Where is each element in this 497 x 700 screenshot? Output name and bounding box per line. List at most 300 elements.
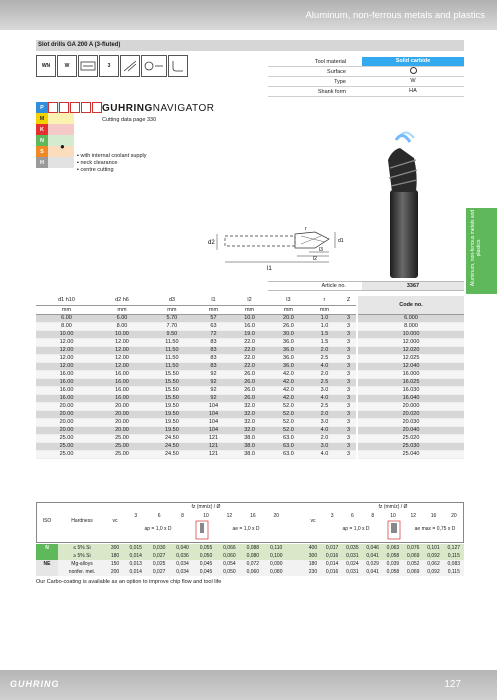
table-cell: 83 — [197, 362, 230, 370]
code-cell: 12.000 — [357, 338, 464, 346]
table-cell: 12.00 — [97, 346, 147, 354]
table-cell: 3 — [341, 450, 357, 458]
table-cell: 121 — [197, 450, 230, 458]
vc-cell: 300 — [110, 545, 120, 551]
property-row — [268, 87, 464, 97]
code-cell: 10.000 — [357, 330, 464, 338]
fz-cell: 0,034 — [176, 569, 189, 575]
table-cell: 1.5 — [308, 330, 341, 338]
table-cell: 15.50 — [147, 386, 197, 394]
page-number: 127 — [444, 679, 461, 690]
diameter-header: 16 — [430, 513, 437, 519]
fz-label-left: fz (mm/z) / Ø — [191, 504, 221, 510]
table-cell: 121 — [197, 434, 230, 442]
fz-cell: 0,083 — [447, 561, 461, 567]
table-row — [36, 346, 464, 354]
table-cell: 92 — [197, 370, 230, 378]
table-cell: 36.0 — [269, 354, 308, 362]
table-cell: 19.50 — [147, 418, 197, 426]
table-cell: 104 — [197, 426, 230, 434]
table-cell: 3 — [341, 354, 357, 362]
iso-group-p: P — [36, 102, 48, 113]
code-cell: 12.025 — [357, 354, 464, 362]
col-hardness: Hardness — [71, 518, 93, 524]
table-cell: 4.0 — [308, 394, 341, 402]
table-cell: 57 — [197, 314, 230, 322]
shank-type-icon: W — [57, 55, 77, 77]
fz-label-right: fz (mm/z) / Ø — [378, 504, 408, 510]
ap-diagram-icon — [194, 520, 210, 540]
table-cell: 22.0 — [230, 362, 269, 370]
iso-group-m: M — [36, 113, 48, 124]
fz-cell: 0,016 — [325, 553, 339, 559]
table-cell: 36.0 — [269, 362, 308, 370]
product-title-bar — [36, 40, 464, 51]
table-cell: 32.0 — [230, 402, 269, 410]
table-cell: 3.0 — [308, 442, 341, 450]
fz-cell: 0,030 — [152, 545, 166, 551]
table-cell: 12.00 — [36, 354, 97, 362]
product-photo — [370, 120, 440, 280]
fz-cell: 0,072 — [246, 561, 260, 567]
corner-radius-icon — [168, 55, 188, 77]
table-cell: 6.00 — [36, 314, 97, 322]
table-row — [36, 330, 464, 338]
ap-left: ap = 1,0 x D — [144, 526, 172, 532]
table-cell: 2.0 — [308, 370, 341, 378]
col-d2: d2 h6 — [97, 296, 147, 305]
table-row — [36, 386, 464, 394]
table-cell: 63.0 — [269, 442, 308, 450]
fz-cell: 0,090 — [269, 561, 283, 567]
fz-cell: 0,127 — [447, 545, 461, 551]
table-cell: 3.0 — [308, 386, 341, 394]
cutting-row — [36, 552, 464, 560]
fz-cell: 0,100 — [269, 553, 283, 559]
table-cell: 3 — [341, 330, 357, 338]
fz-cell: 0,052 — [406, 561, 420, 567]
dimensions-table — [36, 296, 464, 459]
fz-cell: 0,046 — [366, 545, 379, 551]
table-cell: 5.70 — [147, 314, 197, 322]
table-cell: 20.00 — [97, 402, 147, 410]
property-row — [268, 57, 464, 67]
fz-cell: 0,041 — [366, 553, 379, 559]
table-cell: 104 — [197, 402, 230, 410]
table-cell: 32.0 — [230, 426, 269, 434]
flute-count-icon: 3 — [99, 55, 119, 77]
table-row — [36, 378, 464, 386]
table-cell: 3 — [341, 314, 357, 322]
fz-cell: 0,050 — [199, 553, 213, 559]
table-row — [36, 362, 464, 370]
table-cell: 3 — [341, 394, 357, 402]
unit-cell: mm — [147, 305, 197, 314]
col-iso: ISO — [42, 518, 52, 524]
ramping-icon — [70, 102, 80, 113]
col-l2: l2 — [230, 296, 269, 305]
table-cell: 63.0 — [269, 450, 308, 458]
table-cell: 22.0 — [230, 338, 269, 346]
table-cell: 16.00 — [36, 378, 97, 386]
table-cell: 16.00 — [36, 386, 97, 394]
table-cell: 11.50 — [147, 362, 197, 370]
table-cell: 42.0 — [269, 378, 308, 386]
diameter-header: 6 — [157, 513, 161, 519]
unit-cell: mm — [197, 305, 230, 314]
table-cell: 52.0 — [269, 410, 308, 418]
fz-cell: 0,036 — [176, 553, 189, 559]
vc-cell: 180 — [110, 553, 120, 559]
iso-group-s: S — [36, 146, 48, 157]
iso-strip-k — [48, 124, 74, 135]
guhring-logo: GUHRING — [10, 679, 60, 689]
label-r: r — [305, 226, 307, 232]
table-cell: 52.0 — [269, 402, 308, 410]
fz-cell: 0,080 — [269, 569, 283, 575]
din-standard-icon: WN — [36, 55, 56, 77]
iso-material-groups — [36, 102, 48, 168]
vc-cell: 200 — [110, 569, 120, 575]
hardness-cell: ≥ 5% Si — [73, 553, 91, 559]
table-row — [36, 354, 464, 362]
table-cell: 2.5 — [308, 354, 341, 362]
table-cell: 4.0 — [308, 362, 341, 370]
table-cell: 25.00 — [97, 442, 147, 450]
spacer — [288, 568, 304, 576]
vc-cell: 180 — [308, 561, 318, 567]
table-cell: 4.0 — [308, 426, 341, 434]
table-cell: 12.00 — [36, 346, 97, 354]
property-label: Surface — [327, 68, 346, 75]
fz-cell: 0,050 — [223, 569, 236, 575]
fz-cell: 0,069 — [406, 569, 420, 575]
fz-cell: 0,115 — [447, 569, 460, 575]
application-icons — [48, 102, 102, 113]
table-cell: 22.0 — [230, 346, 269, 354]
code-cell: 6.000 — [357, 314, 464, 322]
iso-group-h: H — [36, 157, 48, 168]
navigator-brand: GUHRING — [102, 103, 153, 114]
navigator-logo — [102, 103, 214, 114]
diameter-header: 12 — [226, 513, 233, 519]
code-cell: 12.020 — [357, 346, 464, 354]
table-cell: 36.0 — [269, 346, 308, 354]
table-cell: 3 — [341, 426, 357, 434]
table-cell: 3 — [341, 362, 357, 370]
diameter-header: 10 — [390, 513, 396, 519]
table-row — [36, 338, 464, 346]
unit-cell: mm — [230, 305, 269, 314]
table-cell: 52.0 — [269, 426, 308, 434]
spacer — [288, 544, 304, 552]
fz-cell: 0,058 — [386, 569, 400, 575]
table-cell: 83 — [197, 354, 230, 362]
col-vc-left: vc — [112, 518, 118, 524]
fz-cell: 0,016 — [325, 569, 339, 575]
spacer — [288, 552, 304, 560]
navigator-name: NAVIGATOR — [152, 103, 215, 114]
fz-cell: 0,060 — [223, 553, 236, 559]
helix-angle-icon — [120, 55, 140, 77]
code-cell: 25.020 — [357, 434, 464, 442]
fz-cell: 0,025 — [152, 561, 166, 567]
table-cell: 20.00 — [97, 426, 147, 434]
table-cell: 3 — [341, 386, 357, 394]
table-cell: 3 — [341, 410, 357, 418]
table-cell: 2.5 — [308, 402, 341, 410]
table-cell: 16.00 — [97, 386, 147, 394]
feature-item: ▪ centre cutting — [77, 167, 147, 174]
table-cell: 32.0 — [230, 410, 269, 418]
diameter-header: 20 — [451, 513, 457, 519]
table-cell: 16.0 — [230, 322, 269, 330]
table-cell: 25.00 — [97, 450, 147, 458]
table-cell: 15.50 — [147, 378, 197, 386]
fz-cell: 0,062 — [427, 561, 440, 567]
fz-cell: 0,080 — [246, 553, 260, 559]
col-z: Z — [341, 296, 357, 305]
iso-cell: NE — [36, 560, 58, 568]
fz-cell: 0,058 — [386, 553, 400, 559]
article-label: Article no. — [321, 283, 346, 289]
table-cell: 3 — [341, 402, 357, 410]
cutting-data-reference: Cutting data page 330 — [102, 117, 157, 123]
property-row — [268, 67, 464, 77]
table-cell: 3 — [341, 346, 357, 354]
table-cell: 19.50 — [147, 410, 197, 418]
col-l3: l3 — [269, 296, 308, 305]
table-row — [36, 394, 464, 402]
ae-left: ae = 1,0 x D — [232, 526, 260, 532]
table-cell: 8.00 — [36, 322, 97, 330]
table-cell: 3 — [341, 378, 357, 386]
table-cell: 20.0 — [269, 314, 308, 322]
vc-cell: 230 — [308, 569, 318, 575]
spacer — [288, 560, 304, 568]
table-cell: 92 — [197, 386, 230, 394]
fz-cell: 0,027 — [152, 553, 166, 559]
property-value: Solid carbide — [362, 57, 464, 66]
label-l3: l3 — [319, 247, 323, 253]
fz-cell: 0,024 — [346, 561, 359, 567]
table-cell: 72 — [197, 330, 230, 338]
table-cell: 7.70 — [147, 322, 197, 330]
fz-cell: 0,014 — [325, 561, 339, 567]
table-cell: 6.00 — [97, 314, 147, 322]
table-cell: 42.0 — [269, 386, 308, 394]
fz-cell: 0,027 — [152, 569, 166, 575]
fz-cell: 0,092 — [427, 553, 440, 559]
code-cell: 16.025 — [357, 378, 464, 386]
property-value: W — [410, 78, 416, 84]
fz-cell: 0,031 — [346, 553, 359, 559]
table-cell: 1.0 — [308, 314, 341, 322]
col-d1: d1 h10 — [36, 296, 97, 305]
fz-cell: 0,115 — [447, 553, 460, 559]
col-d3: d3 — [147, 296, 197, 305]
table-cell: 15.50 — [147, 394, 197, 402]
diameter-header: 8 — [371, 513, 375, 519]
property-label: Tool material — [314, 58, 346, 65]
table-cell: 16.00 — [36, 394, 97, 402]
feature-item: ▪ with internal coolant supply — [77, 153, 147, 160]
table-cell: 10.0 — [230, 314, 269, 322]
iso-cell: N — [36, 544, 58, 552]
diameter-header: 12 — [410, 513, 417, 519]
table-cell: 20.00 — [97, 418, 147, 426]
table-cell: 3 — [341, 418, 357, 426]
property-label: Type — [334, 78, 346, 85]
property-value — [362, 67, 464, 76]
table-cell: 38.0 — [230, 450, 269, 458]
fz-cell: 0,013 — [129, 561, 142, 567]
code-cell: 8.000 — [357, 322, 464, 330]
table-cell: 3 — [341, 322, 357, 330]
label-d1: d1 — [338, 238, 344, 244]
iso-group-k: K — [36, 124, 48, 135]
code-cell: 20.000 — [357, 402, 464, 410]
table-row — [36, 426, 464, 434]
table-cell: 26.0 — [230, 370, 269, 378]
footer-band — [0, 670, 497, 700]
fz-cell: 0,029 — [366, 561, 379, 567]
fz-cell: 0,101 — [427, 545, 440, 551]
iso-group-n: N — [36, 135, 48, 146]
table-cell: 83 — [197, 338, 230, 346]
fz-cell: 0,045 — [199, 569, 213, 575]
fz-cell: 0,060 — [246, 569, 260, 575]
fz-cell: 0,039 — [386, 561, 400, 567]
table-cell: 12.00 — [97, 338, 147, 346]
cutting-row — [36, 560, 464, 568]
table-cell: 20.00 — [36, 402, 97, 410]
dims-header-row — [36, 296, 464, 305]
code-cell: 16.000 — [357, 370, 464, 378]
hardness-cell: ≤ 5% Si — [73, 545, 91, 551]
table-cell: 16.00 — [97, 378, 147, 386]
diameter-header: 6 — [351, 513, 354, 519]
table-cell: 16.00 — [97, 394, 147, 402]
fz-cell: 0,031 — [346, 569, 359, 575]
fz-cell: 0,014 — [129, 553, 142, 559]
diameter-header: 20 — [273, 513, 280, 519]
table-cell: 2.0 — [308, 434, 341, 442]
table-cell: 11.50 — [147, 346, 197, 354]
table-cell: 24.50 — [147, 434, 197, 442]
col-l1: l1 — [197, 296, 230, 305]
table-cell: 11.50 — [147, 338, 197, 346]
unit-cell: mm — [36, 305, 97, 314]
table-cell: 20.00 — [36, 418, 97, 426]
section-side-tab[interactable] — [466, 208, 497, 294]
table-cell: 25.00 — [36, 442, 97, 450]
feature-list — [77, 153, 147, 174]
unit-cell — [341, 305, 357, 314]
table-cell: 19.50 — [147, 402, 197, 410]
table-cell: 104 — [197, 418, 230, 426]
iso-strip-h — [48, 157, 74, 168]
cutting-row — [36, 568, 464, 576]
table-row — [36, 450, 464, 458]
symbol-row — [36, 55, 188, 77]
code-cell: 25.030 — [357, 442, 464, 450]
diameter-header: 16 — [250, 513, 256, 519]
table-cell: 104 — [197, 410, 230, 418]
code-cell: 20.040 — [357, 426, 464, 434]
fz-cell: 0,088 — [246, 545, 260, 551]
vc-cell: 150 — [110, 561, 120, 567]
table-cell: 83 — [197, 346, 230, 354]
table-cell: 9.50 — [147, 330, 197, 338]
table-cell: 12.00 — [97, 362, 147, 370]
table-cell: 20.00 — [36, 410, 97, 418]
table-cell: 3 — [341, 434, 357, 442]
property-value: HA — [409, 88, 417, 94]
table-cell: 20.00 — [36, 426, 97, 434]
table-cell: 38.0 — [230, 442, 269, 450]
table-cell: 19.0 — [230, 330, 269, 338]
table-cell: 15.50 — [147, 370, 197, 378]
code-cell: 16.030 — [357, 386, 464, 394]
label-l1: l1 — [267, 266, 272, 272]
table-cell: 63.0 — [269, 434, 308, 442]
cutting-row — [36, 544, 464, 552]
hardness-cell: nonfer. met. — [68, 569, 96, 575]
fz-cell: 0,092 — [427, 569, 440, 575]
table-cell: 26.0 — [230, 394, 269, 402]
article-value: 3367 — [362, 282, 464, 290]
col-code: Code no. — [357, 296, 464, 314]
header-band — [0, 0, 497, 30]
table-cell: 24.50 — [147, 450, 197, 458]
code-cell: 20.020 — [357, 410, 464, 418]
table-row — [36, 418, 464, 426]
cutting-data-table — [36, 502, 464, 575]
fz-cell: 0,063 — [386, 545, 400, 551]
table-cell: 1.0 — [308, 322, 341, 330]
table-cell: 1.5 — [308, 338, 341, 346]
pocketing-icon — [92, 102, 102, 113]
table-cell: 2.0 — [308, 410, 341, 418]
feature-item: ▪ neck clearance — [77, 160, 147, 167]
table-cell: 20.00 — [97, 410, 147, 418]
table-cell: 26.0 — [269, 322, 308, 330]
unit-cell: mm — [308, 305, 341, 314]
table-cell: 25.00 — [97, 434, 147, 442]
table-cell: 25.00 — [36, 434, 97, 442]
table-cell: 42.0 — [269, 370, 308, 378]
fz-cell: 0,034 — [176, 561, 189, 567]
table-row — [36, 314, 464, 322]
table-cell: 26.0 — [230, 386, 269, 394]
label-l2: l2 — [313, 256, 317, 262]
table-cell: 32.0 — [230, 418, 269, 426]
fz-cell: 0,045 — [199, 561, 213, 567]
iso-strip-m — [48, 113, 74, 124]
iso-cell — [36, 552, 58, 560]
ae-right: ae max = 0,75 x D — [414, 526, 456, 532]
table-cell: 26.0 — [230, 378, 269, 386]
diameter-header: 8 — [181, 513, 184, 519]
uncoated-surface-icon — [410, 67, 417, 74]
table-cell: 22.0 — [230, 354, 269, 362]
table-row — [36, 434, 464, 442]
table-cell: 12.00 — [36, 362, 97, 370]
fz-cell: 0,041 — [366, 569, 379, 575]
vc-cell: 400 — [308, 545, 318, 551]
carbide-grade-icon — [78, 55, 98, 77]
